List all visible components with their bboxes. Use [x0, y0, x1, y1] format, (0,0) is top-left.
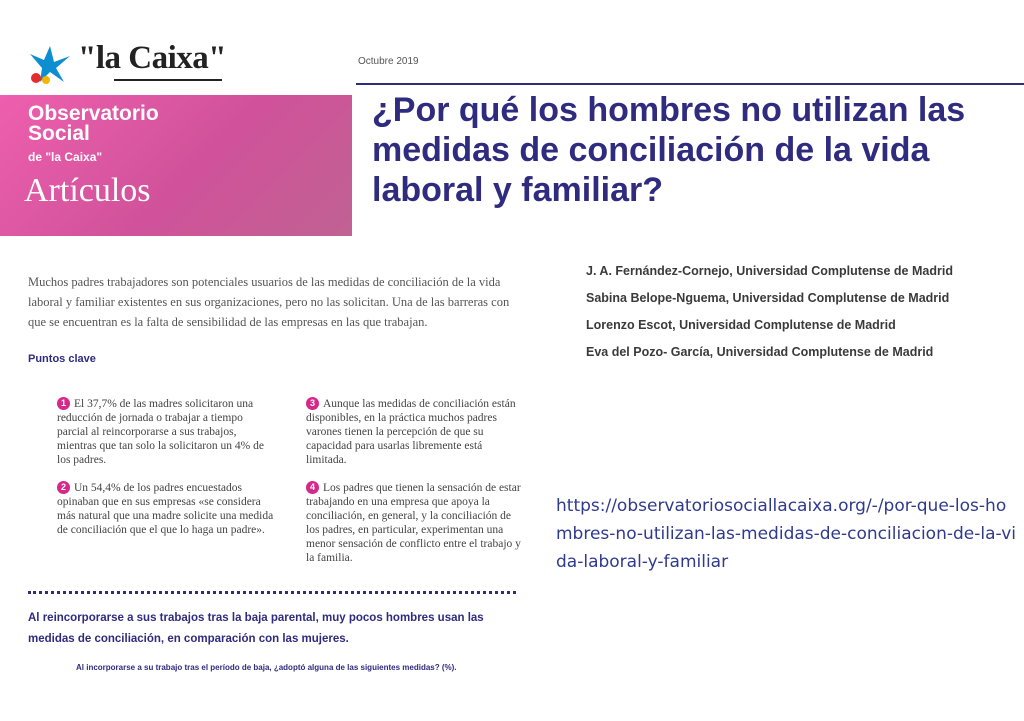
number-badge: 3: [306, 397, 319, 410]
publication-date: Octubre 2019: [358, 56, 419, 67]
key-point: [306, 397, 524, 467]
logo-text: "la Caixa": [78, 40, 227, 76]
survey-question: Al incorporarse a su trabajo tras el período de baja, ¿adoptó alguna de las siguientes medidas? (%).: [76, 663, 457, 672]
observatorio-title: Observatorio Social: [28, 102, 159, 145]
article-title: ¿Por qué los hombres no utilizan las medidas de conciliación de la vida laboral y familiar?: [372, 91, 966, 209]
key-point-text: El 37,7% de las madres solicitaron una reducción de jornada o trabajar a tiempo parcial al reincorporarse a sus trabajos, mientras que tan solo la solicitaron un 4% de los padres.: [57, 398, 264, 466]
observatorio-subtitle: de "la Caixa": [28, 150, 103, 164]
key-point-text: Los padres que tienen la sensación de estar trabajando en una empresa que apoya la conciliación, en general, y la conciliación de los padres, en particular, experimentan una menor sensación de conflicto entre el trabajo y la familia.: [306, 482, 521, 564]
key-point: [57, 481, 275, 537]
intro-paragraph: Muchos padres trabajadores son potenciales usuarios de las medidas de conciliación de la vida laboral y familiar existentes en sus organizaciones, pero no las solicitan. Una de las barreras con que se encuentran es la falta de sensibilidad de las empresas en las que trabajan.: [28, 275, 510, 329]
key-point-text: Aunque las medidas de conciliación están disponibles, en la práctica muchos padres varones tienen la percepción de que su capacidad para usarlas libremente está limitada.: [306, 398, 516, 466]
category-label: Artículos: [24, 172, 151, 209]
la-caixa-logo: [26, 38, 226, 82]
author-item: Eva del Pozo- García, Universidad Complutense de Madrid: [586, 345, 934, 359]
author-item: Lorenzo Escot, Universidad Complutense de Madrid: [586, 318, 896, 332]
author-item: J. A. Fernández-Cornejo, Universidad Complutense de Madrid: [586, 264, 953, 278]
callout-text: Al reincorporarse a sus trabajos tras la baja parental, muy pocos hombres usan las medidas de conciliación, en comparación con las mujeres.: [28, 612, 484, 645]
article-url-link[interactable]: https://observatoriosociallacaixa.org/-/por-que-los-hombres-no-utilizan-las-medidas-de-conciliacion-de-la-vida-laboral-y-familiar: [556, 496, 1016, 572]
dotted-divider: [28, 591, 516, 594]
number-badge: 4: [306, 481, 319, 494]
header-rule: [356, 83, 1024, 85]
key-points-heading: Puntos clave: [28, 353, 96, 365]
number-badge: 2: [57, 481, 70, 494]
number-badge: 1: [57, 397, 70, 410]
key-point-text: Un 54,4% de los padres encuestados opinaban que en sus empresas «se considera más natural que una madre solicite una medida de conciliación que el que lo haga un padre».: [57, 482, 274, 536]
author-list: [586, 261, 953, 369]
key-point: [57, 397, 275, 467]
key-point: [306, 481, 524, 565]
logo-underline: [114, 79, 222, 81]
author-item: Sabina Belope-Nguema, Universidad Complutense de Madrid: [586, 291, 950, 305]
star-icon: [26, 42, 72, 84]
